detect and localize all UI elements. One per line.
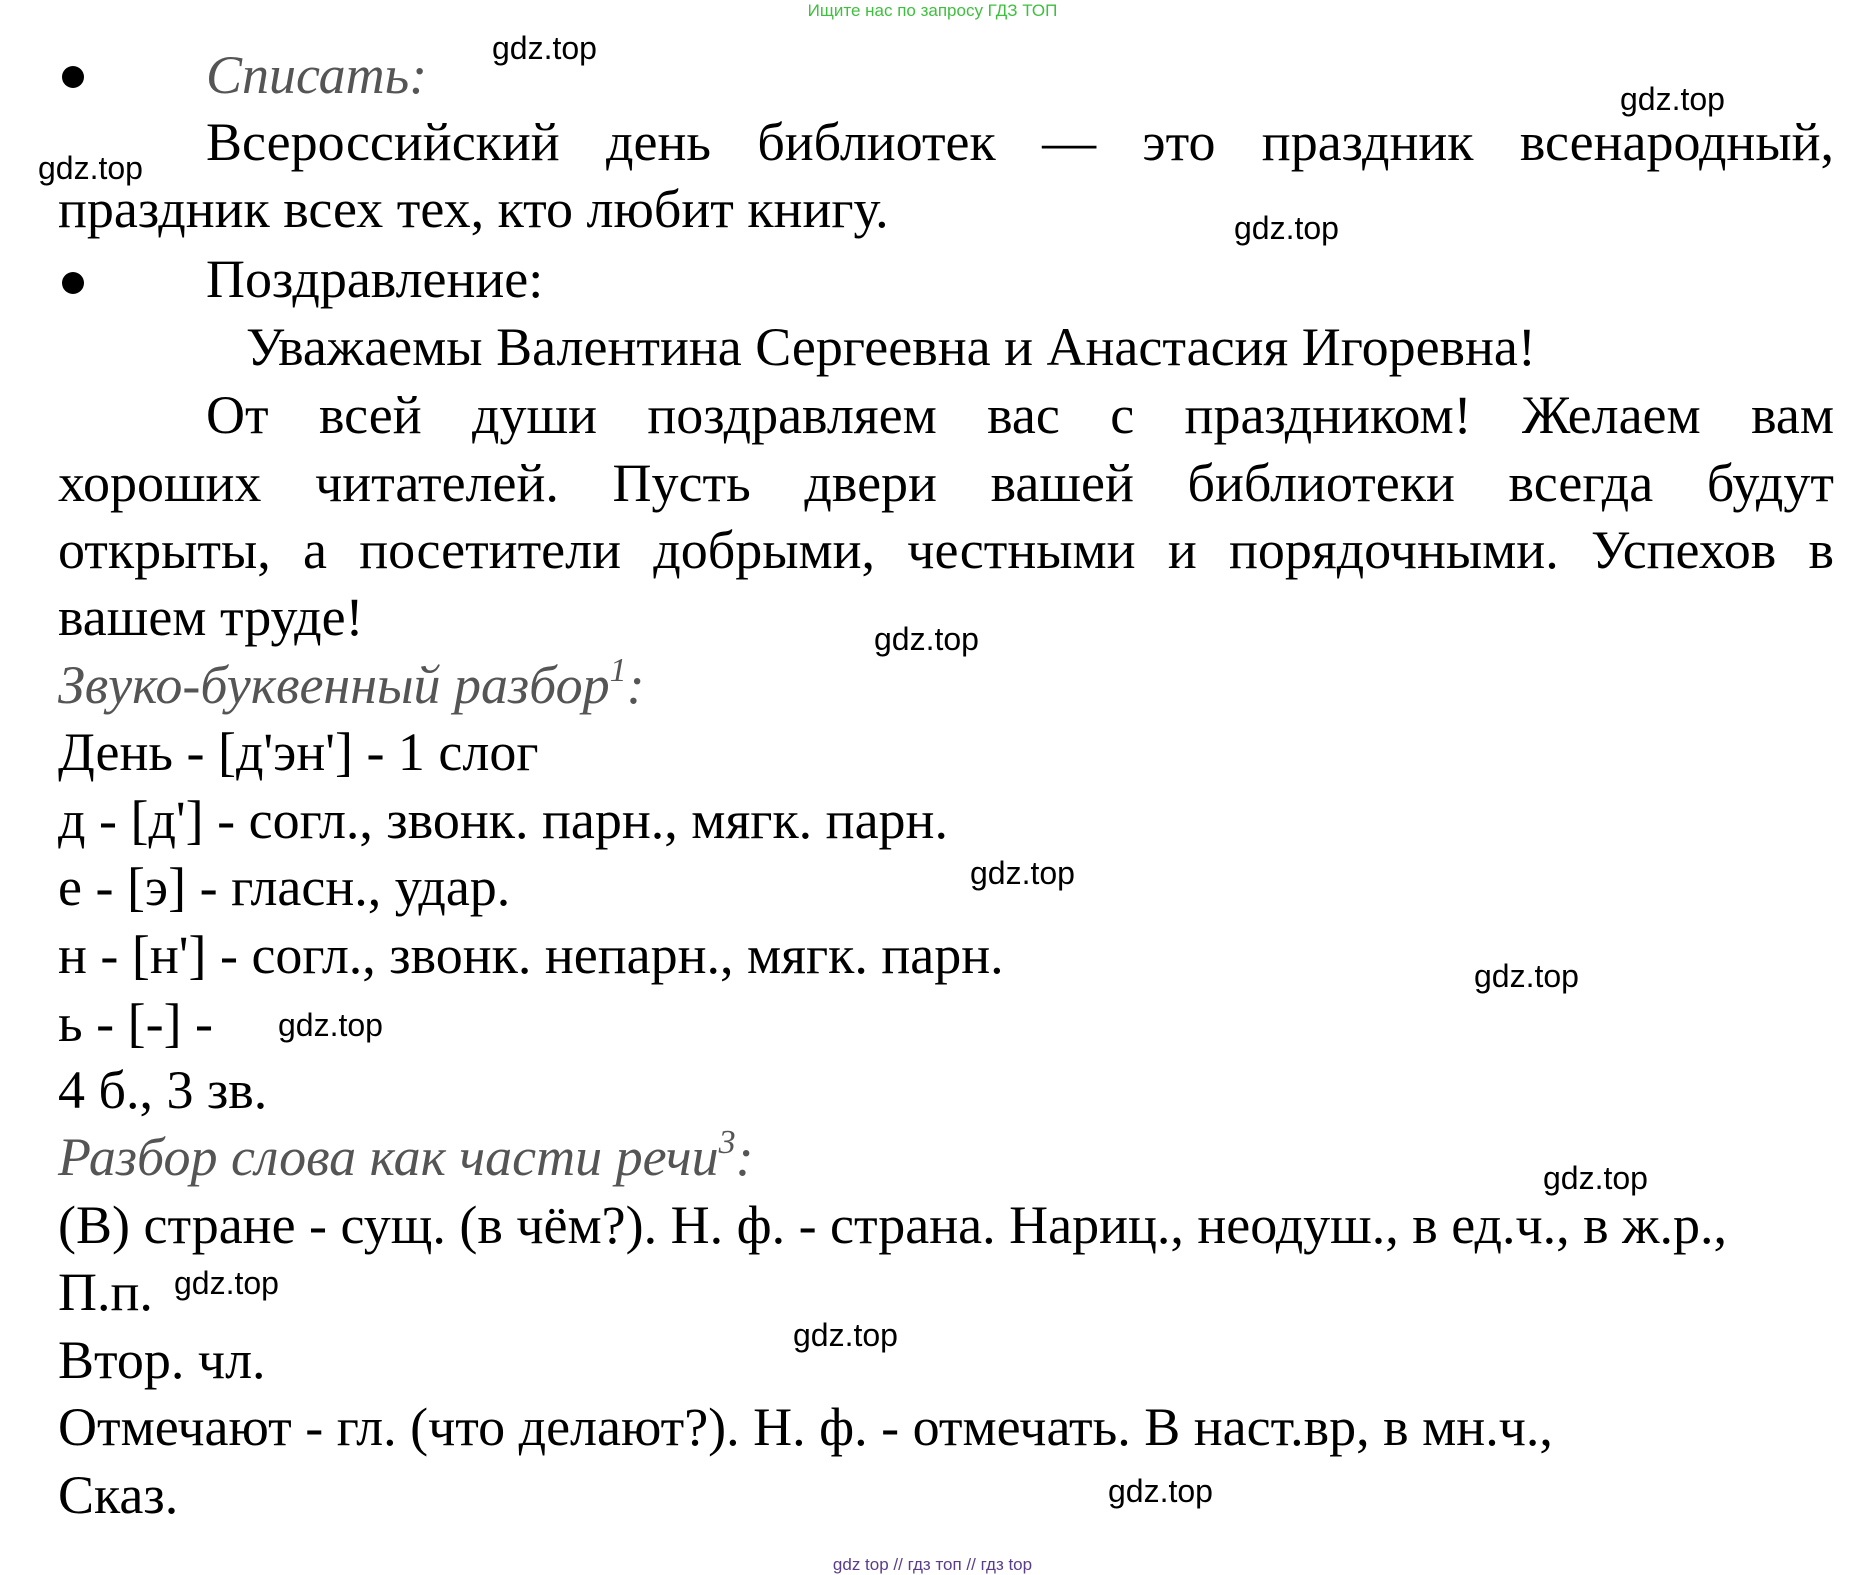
phonetic-row: ь - [-] - <box>58 993 214 1053</box>
phonetic-footnote: 1 <box>609 652 627 689</box>
bottom-banner: gdz top // гдз топ // гдз top <box>832 1555 1033 1574</box>
bullet-copy <box>62 66 84 88</box>
watermark: gdz.top <box>174 1265 279 1301</box>
phonetic-row: День - [д'эн'] - 1 слог <box>58 722 539 782</box>
watermark: gdz.top <box>1620 81 1725 117</box>
phonetic-title-colon: : <box>626 655 645 715</box>
watermark: gdz.top <box>492 30 597 66</box>
greeting-line-3: открыты, а посетители добрыми, честными и порядочными. Успехов в <box>58 520 1834 580</box>
watermark: gdz.top <box>1474 958 1579 994</box>
watermark: gdz.top <box>793 1317 898 1353</box>
watermark: gdz.top <box>38 150 143 186</box>
phonetic-row: е - [э] - гласн., удар. <box>58 857 511 917</box>
greeting-line-2: хороших читателей. Пусть двери вашей библиотеки всегда будут <box>58 453 1834 513</box>
top-banner: Ищите нас по запросу ГДЗ ТОП <box>807 1 1058 20</box>
morph-row: Сказ. <box>58 1465 179 1525</box>
greeting-line-1: От всей души поздравляем вас с праздником! Желаем вам <box>206 385 1834 445</box>
copy-line-2: праздник всех тех, кто любит книгу. <box>58 179 889 239</box>
morph-row: Отмечают - гл. (что делают?). Н. ф. - отмечать. В наст.вр, в мн.ч., <box>58 1397 1553 1457</box>
watermark: gdz.top <box>1543 1160 1648 1196</box>
morph-row: (В) стране - сущ. (в чём?). Н. ф. - страна. Нариц., неодуш., в ед.ч., в ж.р., <box>58 1195 1727 1255</box>
morph-footnote: 3 <box>718 1124 736 1161</box>
bullet-greeting <box>62 272 84 294</box>
watermark: gdz.top <box>1108 1473 1213 1509</box>
phonetic-row: н - [н'] - согл., звонк. непарн., мягк. парн. <box>58 925 1004 985</box>
phonetic-title <box>58 652 645 715</box>
phonetic-row: д - [д'] - согл., звонк. парн., мягк. парн. <box>58 790 948 850</box>
watermark: gdz.top <box>278 1007 383 1043</box>
copy-label: Списать: <box>206 45 428 105</box>
morph-title-text: Разбор слова как части речи <box>58 1127 719 1187</box>
greeting-line-4: вашем труде! <box>58 587 364 647</box>
greeting-address: Уважаемы Валентина Сергеевна и Анастасия Игоревна! <box>246 317 1536 377</box>
morph-row: Втор. чл. <box>58 1330 266 1390</box>
watermark: gdz.top <box>1234 210 1339 246</box>
morph-title <box>58 1124 754 1187</box>
watermark: gdz.top <box>970 855 1075 891</box>
greeting-label: Поздравление: <box>206 249 544 309</box>
watermark: gdz.top <box>874 621 979 657</box>
morph-row: П.п. <box>58 1262 153 1322</box>
phonetic-title-text: Звуко-буквенный разбор <box>58 655 610 715</box>
copy-line-1: Всероссийский день библиотек — это праздник всенародный, <box>206 112 1834 172</box>
morph-title-colon: : <box>735 1127 754 1187</box>
phonetic-row: 4 б., 3 зв. <box>58 1060 268 1120</box>
